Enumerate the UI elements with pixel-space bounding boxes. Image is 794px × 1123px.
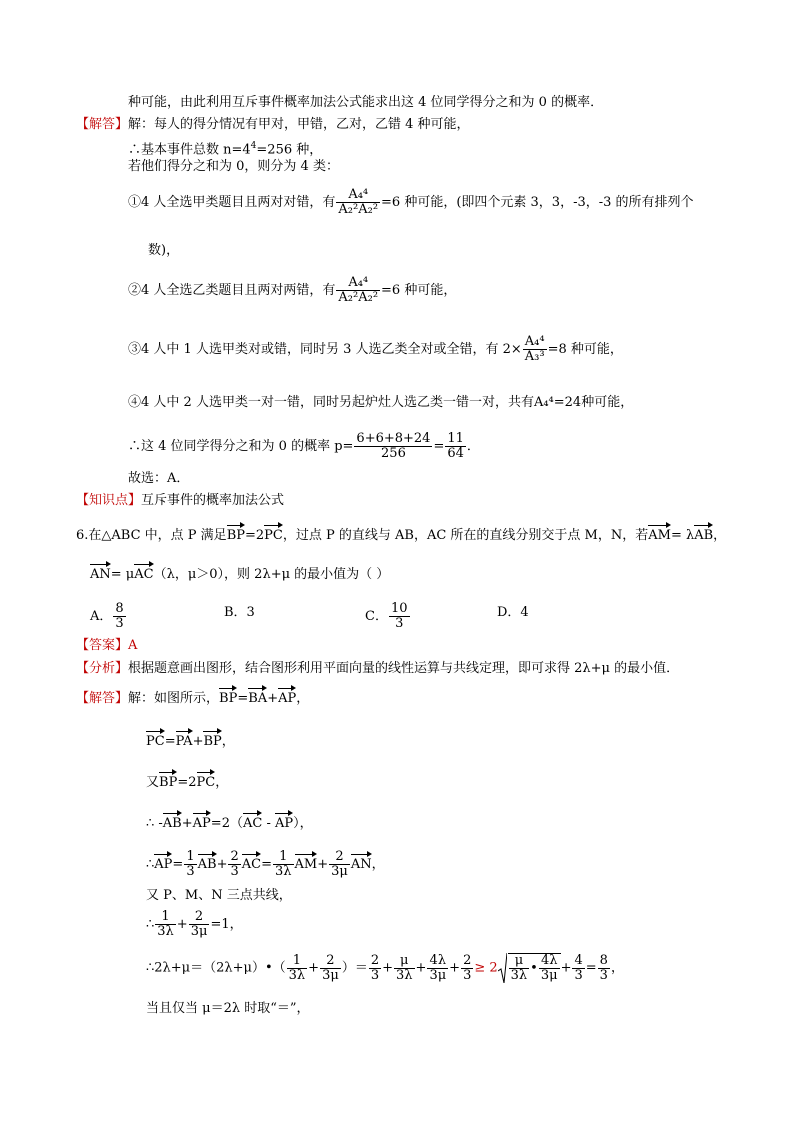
step-line: 又 P、M、N 三点共线， xyxy=(146,888,292,903)
solution-line: ∴基本事件总数 $n=4^4=256$ 种， xyxy=(128,141,323,158)
answer-value: A xyxy=(128,638,138,653)
solution-tag: 【解答】 xyxy=(76,691,129,706)
analysis-text: 根据题意画出图形，结合图形利用平面向量的线性运算与共线定理，即可求得 2λ+μ 的最小值． xyxy=(128,661,680,676)
answer xyxy=(76,637,137,655)
sqrt-expression: $\frac{\mu}{3\lambda}$ • $\frac{4\lambda}{3\mu}$ xyxy=(498,953,561,983)
option-d: D．4 xyxy=(497,605,529,620)
probability-result: ∴这 4 位同学得分之和为 0 的概率 p= $\frac{6+6+8+24}{256}$ = $\frac{11}{64}$ ． xyxy=(128,431,480,461)
solution-header: 【解答】解：如图所示，BP=BA+AP， xyxy=(76,691,310,706)
knowledge-text: 互斥事件的概率加法公式 xyxy=(141,493,285,508)
case-3: ③4 人中 1 人选甲类对或错，同时另 3 人选乙类全对或全错，有 2× $\frac{\text{A₄⁴}}{\text{A₃³}}$ =8 种可能， xyxy=(128,334,623,364)
option-c: C． $\frac{10}{3}$ xyxy=(365,601,408,631)
step-line: ∴ -AB+AP=2（AC - AP）， xyxy=(146,816,313,831)
step-line: 又BP=2PC， xyxy=(146,775,229,790)
analysis xyxy=(76,660,679,678)
case-1: ①4 人全选甲类题目且两对对错，有 $\frac{\text{A₄⁴}}{\text{A₂²A₂²}}$ =6 种可能，(即四个元素 3，3，-3，-3 的所有排列个 xyxy=(128,187,694,217)
step-line: ∴ $\frac{1}{3\lambda}$ + $\frac{2}{3\mu}$ =1， xyxy=(146,909,243,939)
question-6-stem: 6.在△ABC 中，点 P 满足BP=2PC，过点 P 的直线与 AB，AC 所在的直线分别交于点 M，N，若AM= λAB， xyxy=(76,528,727,543)
step-line: 当且仅当 μ＝2λ 时取“＝”， xyxy=(146,1001,310,1016)
choice-line: 故选：A． xyxy=(128,471,190,486)
case-1-cont: 数)， xyxy=(148,243,180,258)
step-line: ∴AP= $\frac{1}{3}$ AB+ $\frac{2}{3}$ AC= $\frac{1}{3\lambda}$ AM+ $\frac{2}{3\mu}$ AN， xyxy=(146,849,385,879)
solution-header xyxy=(76,116,470,134)
step-line: PC=PA+BP， xyxy=(146,734,235,749)
answer-tag: 【答案】 xyxy=(76,638,129,653)
knowledge-point xyxy=(76,492,284,510)
solution-line: 若他们得分之和为 0，则分为 4 类： xyxy=(128,159,339,174)
solution-tag: 【解答】 xyxy=(76,117,129,132)
case-2: ②4 人全选乙类题目且两对两错，有 $\frac{\text{A₄⁴}}{\text{A₂²A₂²}}$ =6 种可能， xyxy=(128,275,457,305)
step-line: ∴2λ+μ＝（2λ+μ）•（ $\frac{1}{3\lambda}$ + $\frac{2}{3\mu}$ ）＝ $\frac{2}{3}$ + $\frac{\mu}{3\lambda}$ + $\frac{4\lambda}{3\mu}$ + $\frac{2}{3}$ ≥ 2 $\frac{\mu}{3\lambda}$ • $\frac{4\lambda}{3\mu}$ + $\frac{4}{3}$ = $\frac{8}{3}$ ， xyxy=(146,952,624,983)
case-4: ④4 人中 2 人选甲类一对一错，同时另起炉灶人选乙类一错一对，共有A₄⁴=24种可能， xyxy=(128,395,634,410)
solution-line: 种可能，由此利用互斥事件概率加法公式能求出这 4 位同学得分之和为 0 的概率． xyxy=(128,95,604,110)
option-b: B．3 xyxy=(224,605,255,620)
solution-text: 解：每人的得分情况有甲对，甲错，乙对，乙错 4 种可能， xyxy=(128,117,470,132)
analysis-tag: 【分析】 xyxy=(76,661,129,676)
knowledge-tag: 【知识点】 xyxy=(76,493,142,508)
question-6-stem-cont: AN= μAC（λ，μ＞0），则 2λ+μ 的最小值为（ ） xyxy=(90,567,390,582)
option-a: A． $\frac{8}{3}$ xyxy=(90,601,124,631)
